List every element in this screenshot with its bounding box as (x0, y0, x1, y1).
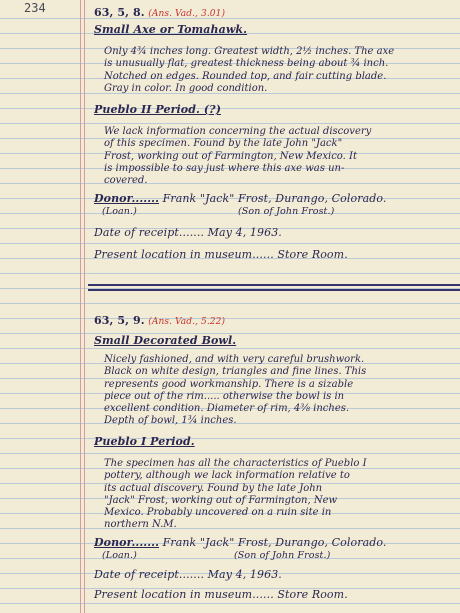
page-number: 234 (24, 1, 46, 15)
loan-note: (Loan.) (102, 206, 137, 217)
period-notes: The specimen has all the characteristics of Pueblo I pottery, although we lack information relative to its actual discovery. Found by the late John "Jack" Frost, working out of Farmington, New Mexico. Probably uncovered on a ruin site in northern N.M. (104, 458, 367, 531)
catalog-number: 63, 5, 8. (94, 6, 145, 19)
period-heading: Pueblo I Period. (94, 435, 195, 448)
donor-relation: (Son of John Frost.) (234, 550, 331, 561)
item-title: Small Decorated Bowl. (94, 334, 237, 347)
item-description: Nicely fashioned, and with very careful brushwork. Black on white design, triangles and fine lines. This represents good workmanship. There is a sizable piece out of the rim..... otherwise the bowl is in excellent condition. Diameter of rim, 4⅜ inches. Depth of bowl, 1¾ inches. (104, 354, 367, 427)
reference-note: (Ans. Vad., 3.01) (148, 9, 226, 19)
catalog-number: 63, 5, 9. (94, 314, 145, 327)
item-description: Only 4¾ inches long. Greatest width, 2½ inches. The axe is unusually flat, greatest thickness being about ¾ inch. Notched on edges. Rounded top, and fair cutting blade. Gray in color. In good condition. (104, 46, 395, 94)
donor-relation: (Son of John Frost.) (238, 206, 335, 217)
donor-line: Donor....... Frank "Jack" Frost, Durango, Colorado. (94, 536, 387, 549)
museum-location: Present location in museum...... Store Room. (94, 248, 348, 261)
item-title: Small Axe or Tomahawk. (94, 23, 248, 36)
period-heading: Pueblo II Period. (?) (94, 103, 222, 116)
period-notes: We lack information concerning the actual discovery of this specimen. Found by the late John "Jack" Frost, working out of Farmington, New Mexico. It is impossible to say just where this axe was un- covered. (104, 126, 372, 187)
receipt-date: Date of receipt....... May 4, 1963. (94, 568, 282, 581)
museum-location: Present location in museum...... Store Room. (94, 588, 348, 601)
loan-note: (Loan.) (102, 550, 137, 561)
donor-line: Donor....... Frank "Jack" Frost, Durango, Colorado. (94, 192, 387, 205)
margin-line-left (80, 0, 81, 613)
reference-note: (Ans. Vad., 5.22) (148, 317, 226, 327)
receipt-date: Date of receipt....... May 4, 1963. (94, 226, 282, 239)
entry-divider (88, 284, 460, 286)
margin-line-right (84, 0, 85, 613)
entry-divider (88, 289, 460, 291)
